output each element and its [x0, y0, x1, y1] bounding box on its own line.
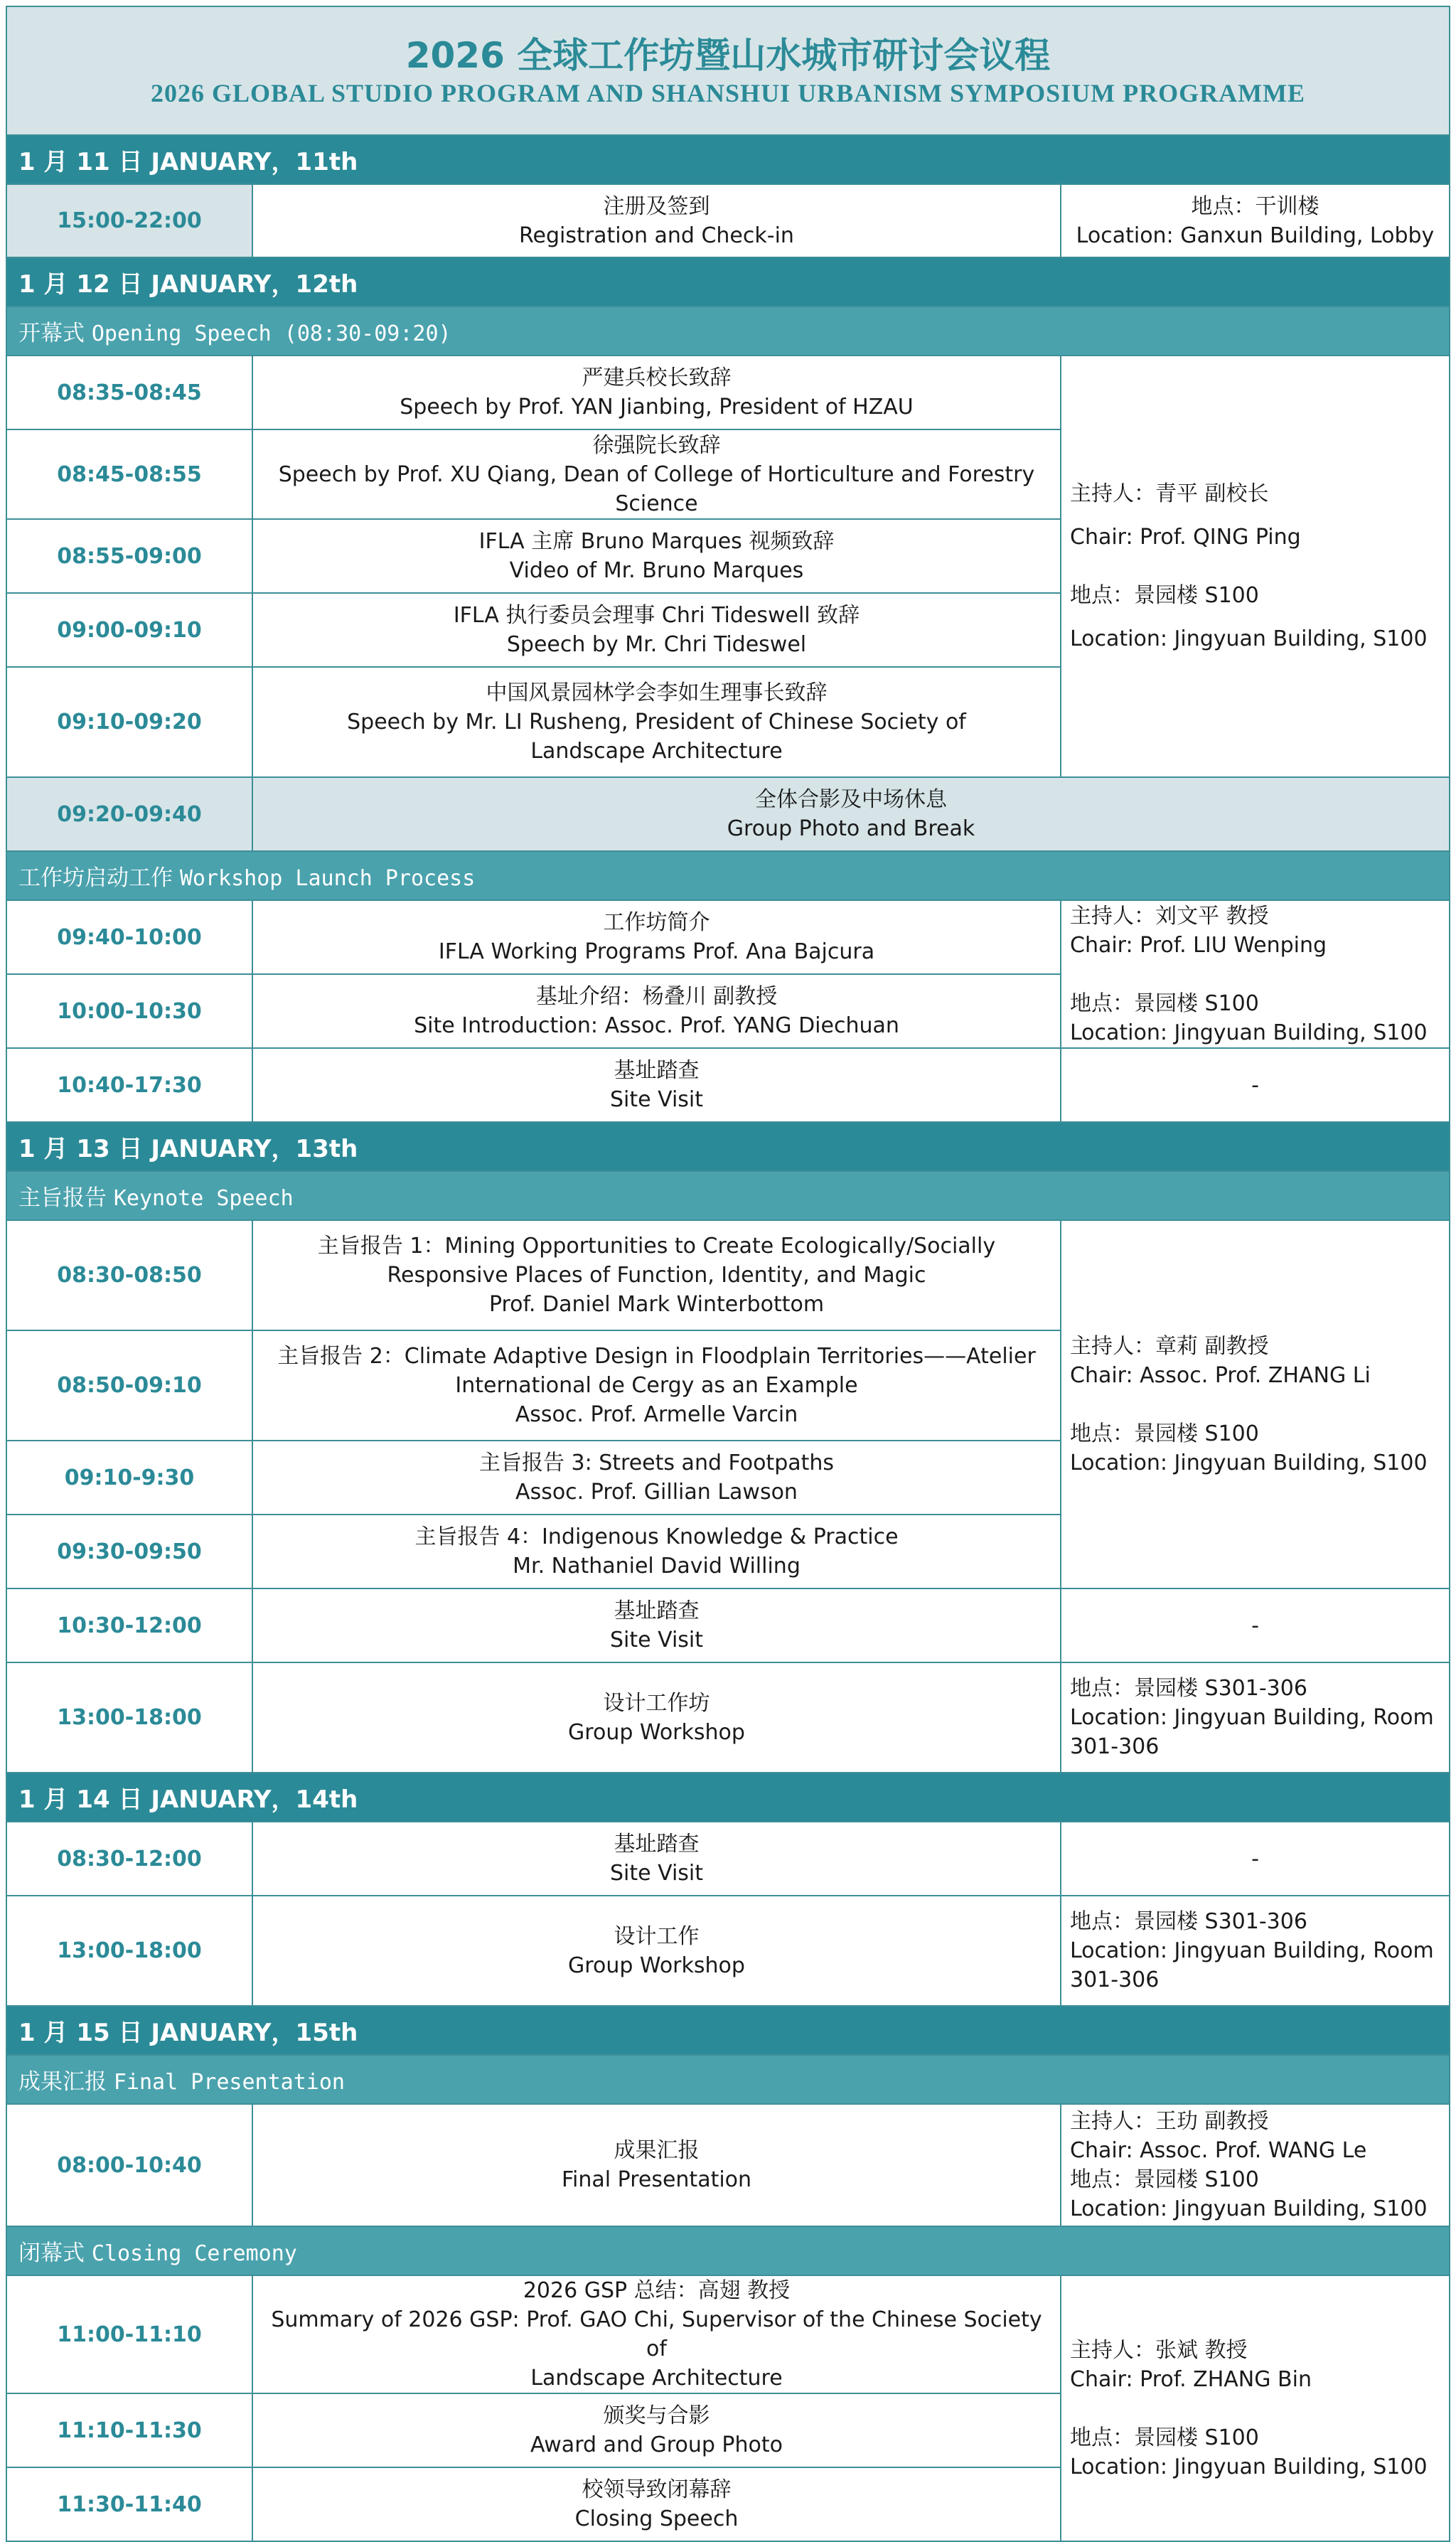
time-cell: 09:00-09:10 [6, 593, 252, 667]
event-cn: 校领导致闭幕辞 [582, 2477, 732, 2502]
section-label-cn: 成果汇报 [18, 2069, 114, 2095]
keynote-speaker: Assoc. Prof. Gillian Lawson [515, 1480, 798, 1505]
event-en: Group Workshop [568, 1719, 745, 1745]
time-cell: 09:20-09:40 [6, 777, 252, 851]
chair-en: Chair: Assoc. Prof. WANG Le [1070, 2138, 1367, 2163]
time-cell: 08:55-09:00 [6, 519, 252, 593]
keynote-speaker: Mr. Nathaniel David Willing [513, 1554, 801, 1579]
event-en: Site Visit [609, 1628, 704, 1652]
time-cell: 15:00-22:00 [6, 184, 252, 257]
event-cell [252, 2275, 1061, 2393]
event-en: Group Photo and Break [727, 816, 975, 841]
event-cn: 成果汇报 [614, 2138, 700, 2163]
location-en: Location: Jingyuan Building, S100 [1070, 626, 1428, 651]
chair-cn: 主持人：王玏 副教授 [1070, 2109, 1269, 2134]
location-cell: - [1061, 1822, 1450, 1896]
location-cell [1061, 184, 1450, 257]
location-en: Location: Jingyuan Building, S100 [1070, 1020, 1428, 1045]
time-cell: 10:30-12:00 [6, 1588, 252, 1662]
event-cell [252, 519, 1061, 593]
event-cell [252, 1896, 1061, 2006]
time-cell: 11:00-11:10 [6, 2275, 252, 2393]
event-cn: 基址介绍：杨叠川 副教授 [535, 984, 778, 1009]
event-cell [252, 900, 1061, 974]
keynote-title-cont: International de Cergy as an Example [455, 1373, 858, 1398]
chair-cn: 主持人：青平 副校长 [1070, 481, 1269, 506]
event-cell [252, 356, 1061, 429]
section-label-cn: 闭幕式 [18, 2241, 92, 2266]
event-cn: 设计工作坊 [603, 1690, 710, 1716]
event-cn: 徐强院长致辞 [592, 432, 721, 458]
location-en: Location: Jingyuan Building, Room [1070, 1938, 1434, 1963]
location-en: Location: Jingyuan Building, S100 [1070, 1450, 1428, 1475]
chair-cn: 主持人：张斌 教授 [1070, 2337, 1248, 2363]
event-cell [252, 429, 1061, 519]
time-cell: 08:50-09:10 [6, 1330, 252, 1441]
event-en: IFLA Working Programs Prof. Ana Bajcura [438, 939, 875, 964]
event-cell [252, 1515, 1061, 1588]
event-cell [252, 2104, 1061, 2226]
keynote-title: 主旨报告 1：Mining Opportunities to Create Ecologically/Socially [317, 1234, 996, 1259]
location-en: Location: Jingyuan Building, S100 [1070, 2196, 1428, 2221]
event-cn: 全体合影及中场休息 [755, 787, 947, 812]
event-en: Site Visit [609, 1861, 704, 1886]
section-launch [6, 851, 1450, 900]
section-keynote [6, 1171, 1450, 1220]
location-cell [1061, 1662, 1450, 1773]
chair-location-cell [1061, 2104, 1450, 2226]
event-en-cont: Landscape Architecture [530, 2366, 783, 2391]
section-label-cn: 开幕式 [18, 321, 92, 346]
section-label-cn: 工作坊启动工作 [18, 865, 180, 891]
location-en-cont: 301-306 [1070, 1967, 1160, 1992]
event-en: Summary of 2026 GSP: Prof. GAO Chi, Supervisor of the Chinese Society of [271, 2307, 1042, 2361]
event-cell [252, 593, 1061, 667]
chair-location-cell [1061, 2275, 1450, 2541]
event-cn: IFLA 主席 Bruno Marques 视频致辞 [478, 529, 835, 554]
event-en: Closing Speech [574, 2506, 739, 2531]
location-en: Location: Jingyuan Building, Room [1070, 1705, 1434, 1730]
time-cell: 09:40-10:00 [6, 900, 252, 974]
chair-cn: 主持人：章莉 副教授 [1070, 1333, 1269, 1359]
event-cn: 严建兵校长致辞 [582, 365, 732, 390]
section-label-en: Closing Ceremony [91, 2241, 297, 2266]
day-header-jan-15: 1 月 15 日 JANUARY，15th [6, 2006, 1450, 2055]
title-block [6, 6, 1450, 135]
event-cn: 中国风景园林学会李如生理事长致辞 [486, 680, 828, 705]
event-cn: 基址踏查 [614, 1598, 700, 1623]
chair-en: Chair: Prof. ZHANG Bin [1070, 2366, 1312, 2392]
section-label-en: Final Presentation [113, 2070, 345, 2095]
location-cn: 地点：景园楼 S100 [1070, 2425, 1259, 2450]
time-cell: 09:10-9:30 [6, 1441, 252, 1515]
chair-location-cell [1061, 1220, 1450, 1588]
keynote-title: 主旨报告 3: Streets and Footpaths [478, 1451, 835, 1475]
event-cell [252, 1441, 1061, 1515]
time-cell: 13:00-18:00 [6, 1896, 252, 2006]
day-header-jan-12: 1 月 12 日 JANUARY，12th [6, 257, 1450, 306]
time-cell: 11:10-11:30 [6, 2393, 252, 2467]
location-cn: 地点：景园楼 S301-306 [1070, 1676, 1307, 1701]
chair-cn: 主持人：刘文平 教授 [1070, 903, 1269, 929]
day-header-jan-13: 1 月 13 日 JANUARY，13th [6, 1122, 1450, 1171]
time-cell: 10:40-17:30 [6, 1048, 252, 1122]
time-cell: 08:35-08:45 [6, 356, 252, 429]
title-cn: 2026 全球工作坊暨山水城市研讨会议程 [405, 34, 1051, 76]
event-cn: IFLA 执行委员会理事 Chri Tideswell 致辞 [453, 603, 860, 628]
chair-en: Chair: Prof. QING Ping [1070, 525, 1301, 550]
event-cn: 注册及签到 [603, 193, 710, 219]
section-label-cn: 主旨报告 [18, 1185, 114, 1211]
event-cn: 颁奖与合影 [603, 2403, 710, 2428]
chair-en: Chair: Prof. LIU Wenping [1070, 932, 1327, 958]
time-cell: 09:10-09:20 [6, 667, 252, 777]
event-cn: 基址踏查 [614, 1832, 700, 1857]
event-en: Final Presentation [561, 2167, 752, 2192]
location-en: Location: Ganxun Building, Lobby [1076, 223, 1435, 248]
event-en: Video of Mr. Bruno Marques [509, 558, 804, 583]
programme-table [6, 6, 1450, 2542]
event-en: Speech by Prof. XU Qiang, Dean of College of Horticulture and Forestry [278, 461, 1035, 487]
keynote-speaker: Prof. Daniel Mark Winterbottom [488, 1292, 825, 1317]
event-cell [252, 1822, 1061, 1896]
keynote-title-cont: Responsive Places of Function, Identity, and Magic [387, 1263, 926, 1288]
section-label-en: Workshop Launch Process [179, 866, 476, 891]
event-cn: 设计工作 [614, 1923, 700, 1949]
event-cell [252, 1588, 1061, 1662]
event-cell [252, 777, 1450, 851]
chair-en: Chair: Assoc. Prof. ZHANG Li [1070, 1362, 1371, 1388]
event-cell [252, 2393, 1061, 2467]
event-en: Speech by Prof. YAN Jianbing, President of HZAU [400, 395, 914, 420]
location-cell: - [1061, 1048, 1450, 1122]
time-cell: 09:30-09:50 [6, 1515, 252, 1588]
title-en: 2026 GLOBAL STUDIO PROGRAM AND SHANSHUI URBANISM SYMPOSIUM PROGRAMME [150, 78, 1306, 107]
keynote-title: 主旨报告 4：Indigenous Knowledge & Practice [414, 1524, 899, 1549]
time-cell: 08:30-12:00 [6, 1822, 252, 1896]
event-cn: 基址踏查 [614, 1058, 700, 1083]
keynote-title: 主旨报告 2：Climate Adaptive Design in Floodplain Territories——Atelier [277, 1344, 1036, 1369]
section-label-en: Opening Speech (08:30-09:20) [91, 321, 451, 346]
event-en: Speech by Mr. LI Rusheng, President of Chinese Society of [347, 710, 966, 735]
event-cn: 2026 GSP 总结：高翅 教授 [523, 2278, 791, 2303]
location-cell: - [1061, 1588, 1450, 1662]
event-en-cont: Science [615, 491, 698, 516]
location-cn: 地点：景园楼 S100 [1070, 583, 1259, 608]
time-cell: 08:00-10:40 [6, 2104, 252, 2226]
location-cn: 地点：干训楼 [1191, 193, 1320, 219]
location-cn: 地点：景园楼 S100 [1070, 990, 1259, 1016]
time-cell: 11:30-11:40 [6, 2467, 252, 2541]
location-cn: 地点：景园楼 S100 [1070, 1421, 1259, 1446]
chair-location-cell [1061, 356, 1450, 777]
time-cell: 13:00-18:00 [6, 1662, 252, 1773]
time-cell: 10:00-10:30 [6, 974, 252, 1048]
keynote-speaker: Assoc. Prof. Armelle Varcin [515, 1402, 798, 1427]
event-cell [252, 2467, 1061, 2541]
event-en: Group Workshop [568, 1953, 745, 1978]
section-closing [6, 2226, 1450, 2275]
event-cell [252, 1048, 1061, 1122]
time-cell: 08:30-08:50 [6, 1220, 252, 1330]
section-final [6, 2055, 1450, 2104]
event-en: Award and Group Photo [530, 2432, 783, 2457]
day-header-jan-14: 1 月 14 日 JANUARY，14th [6, 1773, 1450, 1822]
event-en: Site Visit [609, 1087, 704, 1112]
location-en-cont: 301-306 [1070, 1734, 1160, 1759]
location-cn: 地点：景园楼 S301-306 [1070, 1909, 1307, 1934]
event-cell [252, 667, 1061, 777]
event-cell [252, 1330, 1061, 1441]
event-en-cont: Landscape Architecture [530, 739, 783, 764]
chair-location-cell [1061, 900, 1450, 1048]
section-opening [6, 306, 1450, 356]
section-label-en: Keynote Speech [113, 1186, 294, 1211]
location-en: Location: Jingyuan Building, S100 [1070, 2454, 1428, 2479]
time-cell: 08:45-08:55 [6, 429, 252, 519]
event-en: Site Introduction: Assoc. Prof. YANG Diechuan [414, 1013, 899, 1038]
event-en: Registration and Check-in [519, 223, 794, 248]
location-cn: 地点：景园楼 S100 [1070, 2167, 1259, 2192]
event-cell [252, 974, 1061, 1048]
event-cn: 工作坊简介 [603, 910, 710, 935]
event-cell [252, 1220, 1061, 1330]
event-cell [252, 184, 1061, 257]
day-header-jan-11: 1 月 11 日 JANUARY，11th [6, 135, 1450, 184]
location-cell [1061, 1896, 1450, 2006]
event-cell [252, 1662, 1061, 1773]
event-en: Speech by Mr. Chri Tideswel [506, 632, 807, 657]
